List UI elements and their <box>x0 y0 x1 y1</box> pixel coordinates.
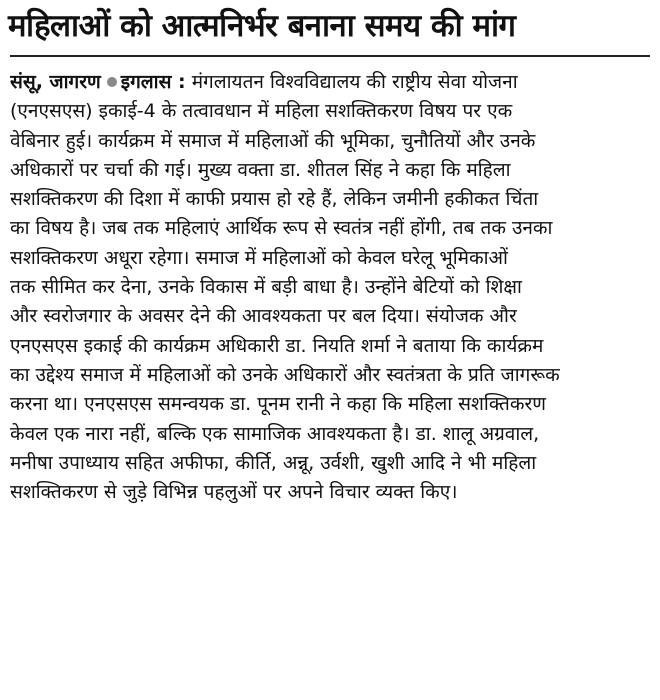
article-line-13: केवल एक नारा नहीं, बल्कि एक सामाजिक आवश्यकता है। डा. शालू अग्रवाल, <box>10 422 540 445</box>
article-line-1 <box>10 68 652 97</box>
article-headline: महिलाओं को आत्मनिर्भर बनाना समय की मांग <box>8 8 516 44</box>
article-body <box>10 68 652 507</box>
article-line-14: मनीषा उपाध्याय सहित अफीफा, कीर्ति, अन्नू, उर्वशी, खुशी आदि ने भी महिला <box>10 451 537 474</box>
article-line-11: का उद्देश्य समाज में महिलाओं को उनके अधिकारों और स्वतंत्रता के प्रति जागरूक <box>10 363 560 386</box>
article-line-3: वेबिनार हुई। कार्यक्रम में समाज में महिलाओं की भूमिका, चुनौतियों और उनके <box>10 129 536 152</box>
article-line-4: अधिकारों पर चर्चा की गई। मुख्य वक्ता डा. शीतल सिंह ने कहा कि महिला <box>10 158 511 181</box>
article-line-6: का विषय है। जब तक महिलाएं आर्थिक रूप से स्वतंत्र नहीं होंगी, तब तक उनका <box>10 217 553 240</box>
article-line-text: मंगलायतन विश्वविद्यालय की राष्ट्रीय सेवा योजना <box>191 71 518 93</box>
bullet-icon <box>107 77 117 87</box>
article-line-8: तक सीमित कर देना, उनके विकास में बड़ी बाधा है। उन्होंने बेटियों को शिक्षा <box>10 276 522 299</box>
article-line-7: सशक्तिकरण अधूरा रहेगा। समाज में महिलाओं को केवल घरेलू भूमिकाओं <box>10 246 508 269</box>
article-line-12: करना था। एनएसएस समन्वयक डा. पूनम रानी ने कहा कि महिला सशक्तिकरण <box>10 393 546 416</box>
article-line-10: एनएसएस इकाई की कार्यक्रम अधिकारी डा. नियति शर्मा ने बताया कि कार्यक्रम <box>10 334 544 357</box>
article-line-2: (एनएसएस) इकाई-4 के तत्वावधान में महिला सशक्तिकरण विषय पर एक <box>10 100 513 123</box>
article-line-15: सशक्तिकरण से जुड़े विभिन्न पहलुओं पर अपने विचार व्यक्त किए। <box>10 481 458 504</box>
article-line-5: सशक्तिकरण की दिशा में काफी प्रयास हो रहे हैं, लेकिन जमीनी हकीकत चिंता <box>10 188 539 211</box>
article-line-9: और स्वरोजगार के अवसर देने की आवश्यकता पर बल दिया। संयोजक और <box>10 305 517 328</box>
headline-divider <box>10 55 650 57</box>
dateline-location: इगलास : <box>120 71 186 93</box>
dateline-source: संसू, जागरण <box>10 71 101 93</box>
